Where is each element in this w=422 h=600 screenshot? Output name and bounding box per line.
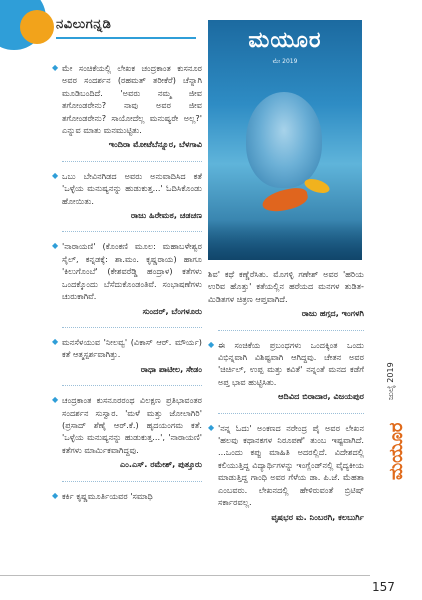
divider — [62, 231, 202, 232]
letter-text: 'ನಾರಾಯಣಿ' (ಕೊಂಕಣಿ ಮೂಲ: ಮಹಾಬಳೇಶ್ವರ ಸೈಲ್, ಕನ್ನಡಕ್ಕೆ: ಶಾ.ಮಂ. ಕೃಷ್ಣರಾಯ) ಹಾಗೂ 'ಕಿಲುಗೊಂಬೆ' (ಕೇಶವರೆಡ್ಡಿ ಹಂದ್ರಾಳ) ಕತೆಗಳು ಒಂದಕ್ಕೊಂದು ಬೆಸೆದುಕೊಂಡಂತಿವೆ. ಸಂಭಾಷಣೆಗಳು ಚುರುಕಾಗಿವೆ. — [62, 241, 202, 302]
title-underline — [56, 37, 196, 39]
letter-signature: ಆದಿವಿದ ಬಿರಾದಾರ, ವಿಜಯಪುರ — [278, 391, 364, 402]
letter-text: ಚಂದ್ರಕಾಂತ ಕುಸನೂರರಂಥ ವಿಲಕ್ಷಣ ಪ್ರತಿಭಾವಂತರ ಸಂದರ್ಶನ ಸುಸ್ವಾರ. 'ಮಳೆ ಮತ್ತು ಜೋಲಾಗಿರಿ' (ಪ್ರಸಾದ್ ಶೆಣೈ ಆರ್.ಕೆ.) ಹೃದಯಂಗಮ ಕತೆ. 'ಒಳ್ಳೆಯ ಮನುಷ್ಯನನ್ನು ಹುಡುಕುತ್ತ...', 'ನಾರಾಯಣಿ' ಕತೆಗಳು ಮಾರ್ಮಿಕವಾಗಿದ್ದವು. — [62, 395, 202, 455]
cover-bird-illustration — [260, 185, 309, 214]
letter-text: ಒಬು ಬೇವಿನಗಿಡದ ಅವರು ಅನುವಾದಿಸಿದ ಕತೆ 'ಒಳ್ಳೆಯ ಮನುಷ್ಯನನ್ನು ಹುಡುಕುತ್ತ...' ಓದಿಸಿಕೊಂಡು ಹೋಯಿತು. — [62, 170, 202, 206]
letter-signature: ಸುಂದರ್, ಬೆಂಗಳೂರು — [142, 305, 202, 316]
letter-signature: ರಾಜು ಹಿರೇಮಠ, ಚಡಚಣ — [130, 210, 202, 221]
bullet-icon: ◆ — [52, 241, 59, 251]
letter-text: ಕರ್ಕಿ ಕೃಷ್ಣಮೂರ್ತಿಯವರ 'ಸಮಾಧಿ — [62, 490, 153, 501]
issue-date-vertical: ಜುಲೈ 2019 — [386, 362, 395, 400]
letter-entry — [52, 336, 202, 375]
letter-signature: ವೃಷಭರ ಮ. ನಿಂಬರಗಿ, ಕಲಬುರ್ಗಿ — [271, 511, 364, 522]
bullet-icon: ◆ — [208, 422, 215, 432]
divider — [218, 330, 364, 331]
letter-text: ಶಿವ' ಕಥೆ ಕಣ್ಣೆರೆಸಿತು. ಮೊಗಳ್ಳಿ ಗಣೇಶ್ ಅವರ 'ಹರಿಯ ಉರಿವ ಹೊತ್ತು' ಕತೆಯಲ್ಲಿನ ಹರೆಯದ ಮನಗಳ ತುಡಿತ-ಮಿಡಿತಗಳ ಚಿತ್ರಣ ಆಪ್ತವಾಗಿದೆ. — [208, 269, 364, 304]
letter-text: ಮನಸೆಳಯುವ 'ನೀಲವ್ವ' (ವಿಕಾಸ್ ಆರ್. ಮೌರ್ಯ) ಕತೆ ಆತ್ಮಸ್ಪರ್ಶವಾಗಿತ್ತು. — [62, 336, 202, 360]
letter-signature: ಇಂದಿರಾ ಮೋಟೆಬೆನ್ನೂರ, ಬೆಳಗಾವಿ — [108, 139, 202, 150]
bullet-icon: ◆ — [52, 395, 59, 405]
cover-issue-line: ಮೇ 2019 — [272, 58, 298, 65]
cover-face-illustration — [246, 92, 322, 188]
divider — [218, 413, 364, 414]
letter-entry-continued — [208, 268, 364, 320]
bullet-icon: ◆ — [52, 336, 59, 346]
divider — [62, 385, 202, 386]
bullet-icon: ◆ — [52, 490, 59, 500]
bullet-icon: ◆ — [52, 63, 59, 72]
letter-entry — [52, 394, 202, 470]
letter-entry — [52, 170, 202, 222]
page-number: 157 — [372, 580, 395, 594]
letter-entry — [52, 490, 202, 502]
corner-orange-dot — [20, 10, 54, 44]
brand-vertical: ಮಯೂರ — [386, 422, 407, 480]
letter-entry — [208, 339, 364, 403]
letter-signature: ಎಂ.ಎಸ್. ರಮೇಶ್, ಪುತ್ತೂರು — [120, 459, 202, 470]
letter-text: ಈ ಸಂಚಿಕೆಯ ಪ್ರಬಂಧಗಳು ಒಂದಕ್ಕಿಂತ ಒಂದು ವಿಭಿನ್ನವಾಗಿ ವಿಶಿಷ್ಟವಾಗಿ ಆಗಿದ್ದವು. ಚೇತನ ಅವರ 'ಚಿರ್ಚಿಲ್, ಉಪ್ಪ ಮತ್ತು ಕವಿತೆ' ನನ್ನಂತೆ ಮನದ ಕಡೆಗೆ ಅಪ್ತ ಭಾವ ಹುಟ್ಟಿಸಿತು. — [218, 339, 364, 387]
left-column — [52, 62, 202, 512]
letter-signature: ರಾಧಾ ಪಾಟೀಲ, ಸೇಡಂ — [140, 363, 202, 374]
letter-signature: ರಾಜು ಹಗ್ಗದ, ಇಂಗಳಗಿ — [301, 308, 364, 319]
letter-entry — [52, 62, 202, 151]
letter-text: ಮೇ ಸಂಚಿಕೆಯಲ್ಲಿ ಲೇಖಕ ಚಂದ್ರಕಾಂತ ಕುಸನೂರ ಅವರ ಸಂದರ್ಶನ (ರಹಮತ್ ತರೀಕೆರೆ) ಚೆನ್ನಾಗಿ ಮೂಡಿಬಂದಿದೆ. 'ಅವರು ನಮ್ಮ ಜೀವ ತಗೋಂಡರೇನು? ನಾವು ಅವರ ಜೀವ ತಗೋಂಡರೇನು? ಸಾಯೋದೆಲ್ಲ ಮನುಷ್ಯರೇ ಅಲ್ಲ?' ಎನ್ನುವ ಮಾತು ಮನಮುಟ್ಟಿತು. — [62, 63, 202, 136]
magazine-cover-image — [208, 20, 362, 260]
section-title: ನವಿಲುಗನ್ನಡಿ — [56, 17, 112, 32]
cover-branch-shadow — [208, 220, 362, 260]
letter-entry — [52, 240, 202, 316]
letter-text: 'ನನ್ನ ಓದು' ಅಂಕಣದ ನರೇಂದ್ರ ಪೈ ಅವರ ಲೇಖನ 'ಹಲವು ಕಥಾನಕಗಳ ನಿರೂಪಣೆ' ತುಂಬ ಇಷ್ಟವಾಗಿದೆ. ...ಒಂದು ಕಪ್ಪು ಮಾಹಿತಿ ಅದರಲ್ಲಿದೆ. ವಿದೇಶದಲ್ಲಿ ಕಲಿಯುತ್ತಿದ್ದ ವಿದ್ಯಾರ್ಥಿಗಳನ್ನು ಇಂಗ್ಲೆಂಡ್‌ನಲ್ಲಿ ವೈದ್ಯಕೀಯ ಮಾಡುತ್ತಿದ್ದ ಗಾಂಧಿ ಅವರ ಗೆಳೆಯ ಡಾ. ಪಿ.ಜೆ. ಮೆಹತಾ ಎಂಬವರು. ಲೇಖನದಲ್ಲಿ ಹೇಳಿರುವಂತೆ ಬ್ರಿಟಿಷ್ ಸರ್ಕಾರವಲ್ಲ. — [218, 422, 364, 508]
bullet-icon: ◆ — [208, 339, 215, 349]
divider — [62, 161, 202, 162]
right-column — [208, 268, 364, 533]
divider — [62, 327, 202, 328]
footer-rule — [0, 575, 370, 576]
cover-masthead: ಮಯೂರ — [248, 28, 322, 53]
bullet-icon: ◆ — [52, 170, 59, 180]
letter-entry — [208, 422, 364, 523]
divider — [62, 481, 202, 482]
